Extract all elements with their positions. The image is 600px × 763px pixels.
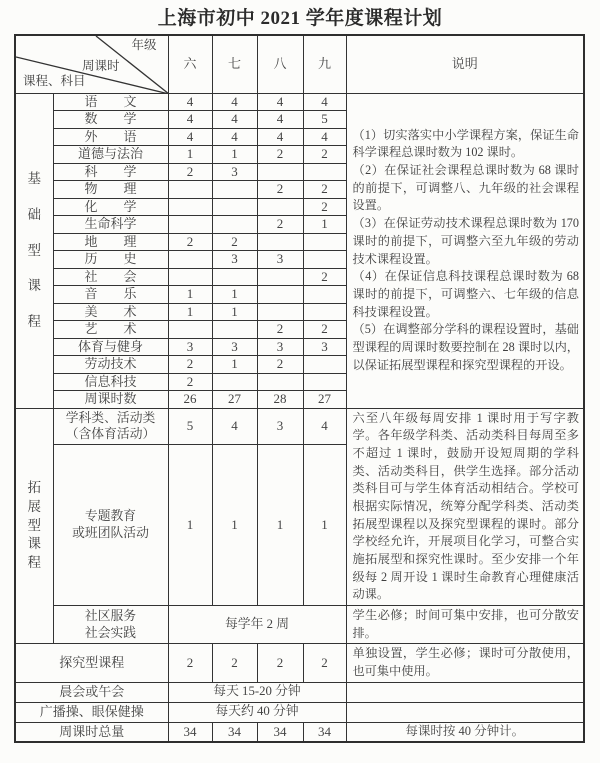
value-cell: 27	[303, 391, 346, 409]
subject-line: 社会实践	[84, 625, 137, 640]
value-cell	[212, 181, 257, 199]
value-cell: 3	[212, 338, 257, 356]
value-cell	[212, 268, 257, 286]
table-row	[15, 702, 584, 722]
value-cell: 5	[168, 408, 212, 445]
subject-line: 或班团队活动	[72, 526, 149, 541]
value-cell	[212, 216, 257, 234]
morning-label: 晨会或午会	[15, 682, 168, 702]
value-cell	[257, 268, 303, 286]
value-cell: 2	[168, 356, 212, 374]
table-row	[15, 408, 584, 445]
value-cell: 3	[303, 338, 346, 356]
subject-label: 化 学	[53, 198, 168, 216]
note-paragraph: （3）在保证劳动技术课程总课时数为 170 课时的前提下，可调整六至九年级的劳动技术课程设置。	[352, 216, 579, 266]
subject-label: 体育与健身	[53, 338, 168, 356]
grade-header: 九	[303, 35, 346, 93]
value-cell: 4	[168, 111, 212, 129]
table-row	[15, 93, 584, 111]
extended-category-label: 拓展型课程	[27, 479, 41, 571]
value-cell: 2	[212, 644, 257, 682]
value-cell	[303, 233, 346, 251]
value-cell: 5	[303, 111, 346, 129]
merged-value-cell: 每学年 2 周	[168, 606, 346, 644]
value-cell: 2	[303, 198, 346, 216]
morning-note-cell	[346, 682, 584, 702]
note-paragraph: （5）在调整部分学科的课程设置时，基础型课程的周课时数要控制在 28 课时以内，以保证拓展型课程和探究型课程的开设。	[352, 322, 579, 372]
basic-category-label: 基础型课程	[27, 171, 41, 330]
value-cell	[257, 303, 303, 321]
value-cell	[257, 286, 303, 304]
subject-label: 艺 术	[53, 321, 168, 339]
value-cell	[212, 321, 257, 339]
value-cell: 2	[257, 356, 303, 374]
subject-label: 历 史	[53, 251, 168, 269]
curriculum-table	[14, 34, 585, 743]
subject-label	[53, 408, 168, 445]
merged-value-cell: 每天 15-20 分钟	[168, 682, 346, 702]
total-label: 周课时总量	[15, 722, 168, 742]
value-cell: 4	[303, 128, 346, 146]
subject-label: 数 学	[53, 111, 168, 129]
subject-label	[53, 606, 168, 644]
note-paragraph: （2）在保证社会课程总课时数为 68 课时的前提下，可调整八、九年级的社会课程设置。	[352, 163, 579, 213]
grade-header: 八	[257, 35, 303, 93]
subject-label	[53, 445, 168, 606]
table-row	[15, 606, 584, 644]
value-cell: 4	[168, 93, 212, 111]
value-cell: 2	[257, 216, 303, 234]
value-cell	[303, 356, 346, 374]
inquiry-note-cell	[346, 644, 584, 682]
extended-notes-cell	[346, 408, 584, 606]
value-cell: 3	[257, 251, 303, 269]
value-cell: 4	[257, 111, 303, 129]
subject-label: 科 学	[53, 163, 168, 181]
value-cell	[303, 303, 346, 321]
subject-label: 周课时数	[53, 391, 168, 409]
value-cell: 2	[168, 163, 212, 181]
value-cell	[168, 181, 212, 199]
value-cell: 2	[257, 146, 303, 164]
table-row	[15, 682, 584, 702]
subject-label: 外 语	[53, 128, 168, 146]
value-cell: 2	[303, 321, 346, 339]
value-cell: 1	[168, 445, 212, 606]
subject-label: 生命科学	[53, 216, 168, 234]
value-cell	[212, 198, 257, 216]
value-cell: 2	[303, 146, 346, 164]
subject-label: 道德与法治	[53, 146, 168, 164]
header-row	[15, 35, 584, 93]
subject-label: 美 术	[53, 303, 168, 321]
note-paragraph: （4）在保证信息科技课程总课时数为 68 课时的前提下，可调整六、七年级的信息科技课程设置。	[352, 269, 579, 319]
value-cell: 1	[168, 286, 212, 304]
note-header: 说明	[346, 35, 584, 93]
value-cell: 2	[257, 181, 303, 199]
subject-line: 社区服务	[84, 609, 137, 624]
table-row	[15, 644, 584, 682]
value-cell: 1	[303, 216, 346, 234]
value-cell: 27	[212, 391, 257, 409]
corner-course-label: 课程、科目	[23, 73, 86, 88]
corner-weekly-label: 周课时	[82, 59, 120, 73]
community-note-cell	[346, 606, 584, 644]
value-cell	[303, 163, 346, 181]
value-cell: 1	[212, 146, 257, 164]
value-cell: 4	[212, 408, 257, 445]
basic-notes-cell	[346, 93, 584, 408]
value-cell: 2	[168, 644, 212, 682]
basic-category-cell	[15, 93, 53, 408]
value-cell: 2	[168, 373, 212, 391]
subject-label: 音 乐	[53, 286, 168, 304]
subject-label: 信息科技	[53, 373, 168, 391]
subject-line: 专题教育	[84, 509, 137, 524]
subject-label: 社 会	[53, 268, 168, 286]
value-cell	[168, 251, 212, 269]
value-cell: 2	[168, 233, 212, 251]
value-cell	[303, 286, 346, 304]
subject-label: 劳动技术	[53, 356, 168, 374]
subject-label: 物 理	[53, 181, 168, 199]
subject-line: 学科类、活动类	[65, 410, 156, 425]
value-cell: 2	[303, 181, 346, 199]
value-cell: 34	[212, 722, 257, 742]
subject-label: 地 理	[53, 233, 168, 251]
value-cell: 1	[257, 445, 303, 606]
value-cell: 4	[303, 408, 346, 445]
grade-header: 七	[212, 35, 257, 93]
extended-category-cell	[15, 408, 53, 644]
value-cell: 1	[212, 286, 257, 304]
value-cell: 3	[212, 163, 257, 181]
value-cell: 2	[257, 321, 303, 339]
value-cell: 34	[257, 722, 303, 742]
value-cell	[168, 268, 212, 286]
value-cell: 3	[257, 408, 303, 445]
page-title: 上海市初中 2021 学年度课程计划	[157, 8, 443, 29]
value-cell	[257, 373, 303, 391]
exercises-note-cell	[346, 702, 584, 722]
value-cell: 26	[168, 391, 212, 409]
value-cell	[212, 373, 257, 391]
value-cell: 4	[168, 128, 212, 146]
value-cell: 3	[168, 338, 212, 356]
value-cell: 4	[257, 93, 303, 111]
value-cell	[168, 216, 212, 234]
value-cell: 2	[303, 268, 346, 286]
value-cell: 2	[303, 644, 346, 682]
note-paragraph: （1）切实落实中小学课程方案，保证生命科学课程总课时数为 102 课时。	[352, 127, 579, 160]
corner-grade-label: 年级	[131, 38, 157, 52]
note-paragraph: 学生必修；时间可集中安排，也可分散安排。	[352, 608, 579, 640]
value-cell: 2	[257, 644, 303, 682]
value-cell: 4	[303, 93, 346, 111]
value-cell	[257, 198, 303, 216]
value-cell: 2	[212, 233, 257, 251]
value-cell	[168, 321, 212, 339]
exercises-label: 广播操、眼保健操	[15, 702, 168, 722]
value-cell: 1	[168, 146, 212, 164]
grade-header: 六	[168, 35, 212, 93]
value-cell: 34	[303, 722, 346, 742]
inquiry-label: 探究型课程	[15, 644, 168, 682]
value-cell: 28	[257, 391, 303, 409]
header-diagonal-cell	[15, 35, 168, 93]
value-cell: 4	[212, 128, 257, 146]
value-cell: 4	[257, 128, 303, 146]
value-cell	[303, 251, 346, 269]
value-cell: 4	[212, 93, 257, 111]
value-cell	[257, 233, 303, 251]
value-cell: 4	[212, 111, 257, 129]
value-cell: 3	[212, 251, 257, 269]
value-cell	[168, 198, 212, 216]
merged-value-cell: 每天约 40 分钟	[168, 702, 346, 722]
value-cell	[303, 373, 346, 391]
subject-label: 语 文	[53, 93, 168, 111]
subject-line: （含体育活动）	[65, 427, 156, 442]
value-cell: 3	[257, 338, 303, 356]
total-note-cell: 每课时按 40 分钟计。	[346, 722, 584, 742]
value-cell: 1	[212, 356, 257, 374]
value-cell: 1	[168, 303, 212, 321]
value-cell: 1	[212, 303, 257, 321]
value-cell: 1	[303, 445, 346, 606]
value-cell: 34	[168, 722, 212, 742]
table-row	[15, 722, 584, 742]
note-paragraph: 单独设置，学生必修；课时可分散使用，也可集中使用。	[352, 646, 579, 679]
note-paragraph: 六至八年级每周安排 1 课时用于写字教学。各年级学科类、活动类科目每周至多不超过 1 课时，鼓励开设短周期的学科类、活动类科目，供学生选择。部分活动类科目可与学生体育活动相结合。学校可根据实际情况，统筹分配学科类、活动类拓展型课程以及探究型课程的课时。部分学校经允许，开展项目化学习，可整合实施拓展型和探究性课时。至少安排一个年级每 2 周开设 1 课时生命教育心理健康活动课。	[352, 410, 579, 602]
value-cell	[257, 163, 303, 181]
value-cell: 1	[212, 445, 257, 606]
